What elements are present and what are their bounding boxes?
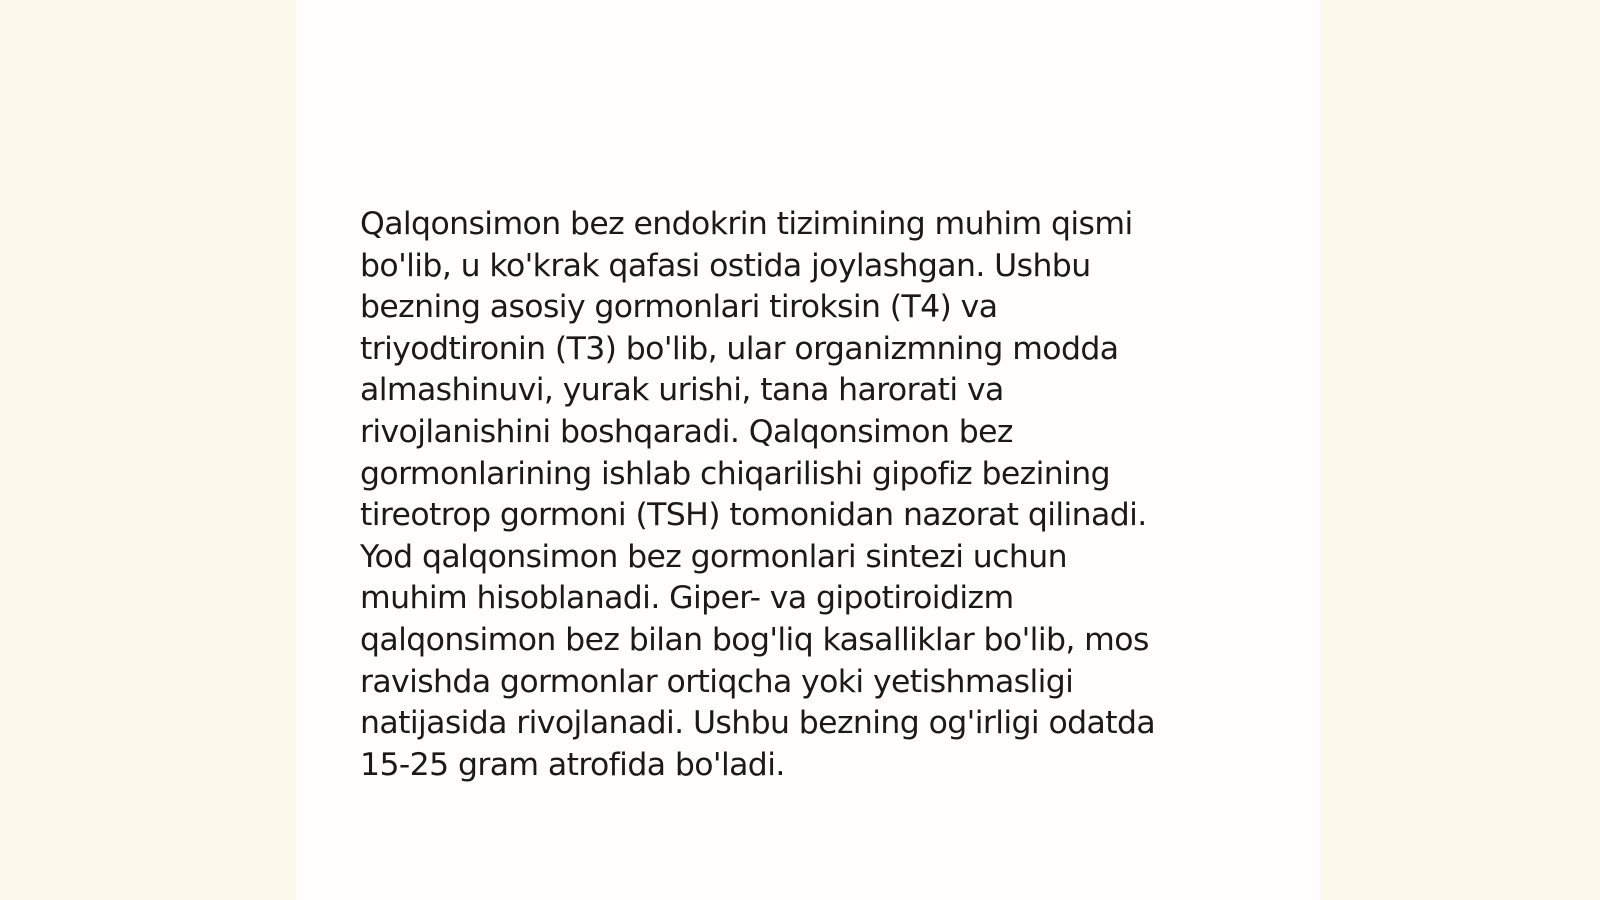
document-page <box>296 0 1320 900</box>
body-paragraph: Qalqonsimon bez endokrin tizimining muhim qismi bo'lib, u ko'krak qafasi ostida joylashgan. Ushbu bezning asosiy gormonlari tiroksin (T4) va triyodtironin (T3) bo'lib, ular organizmning modda almashinuvi, yurak urishi, tana harorati va rivojlanishini boshqaradi. Qalqonsimon bez gormonlarining ishlab chiqarilishi gipofiz bezining tireotrop gormoni (TSH) tomonidan nazorat qilinadi. Yod qalqonsimon bez gormonlari sintezi uchun muhim hisoblanadi. Giper- va gipotiroidizm qalqonsimon bez bilan bog'liq kasalliklar bo'lib, mos ravishda gormonlar ortiqcha yoki yetishmasligi natijasida rivojlanadi. Ushbu bezning og'irligi odatda 15-25 gram atrofida bo'ladi. <box>360 206 1156 783</box>
